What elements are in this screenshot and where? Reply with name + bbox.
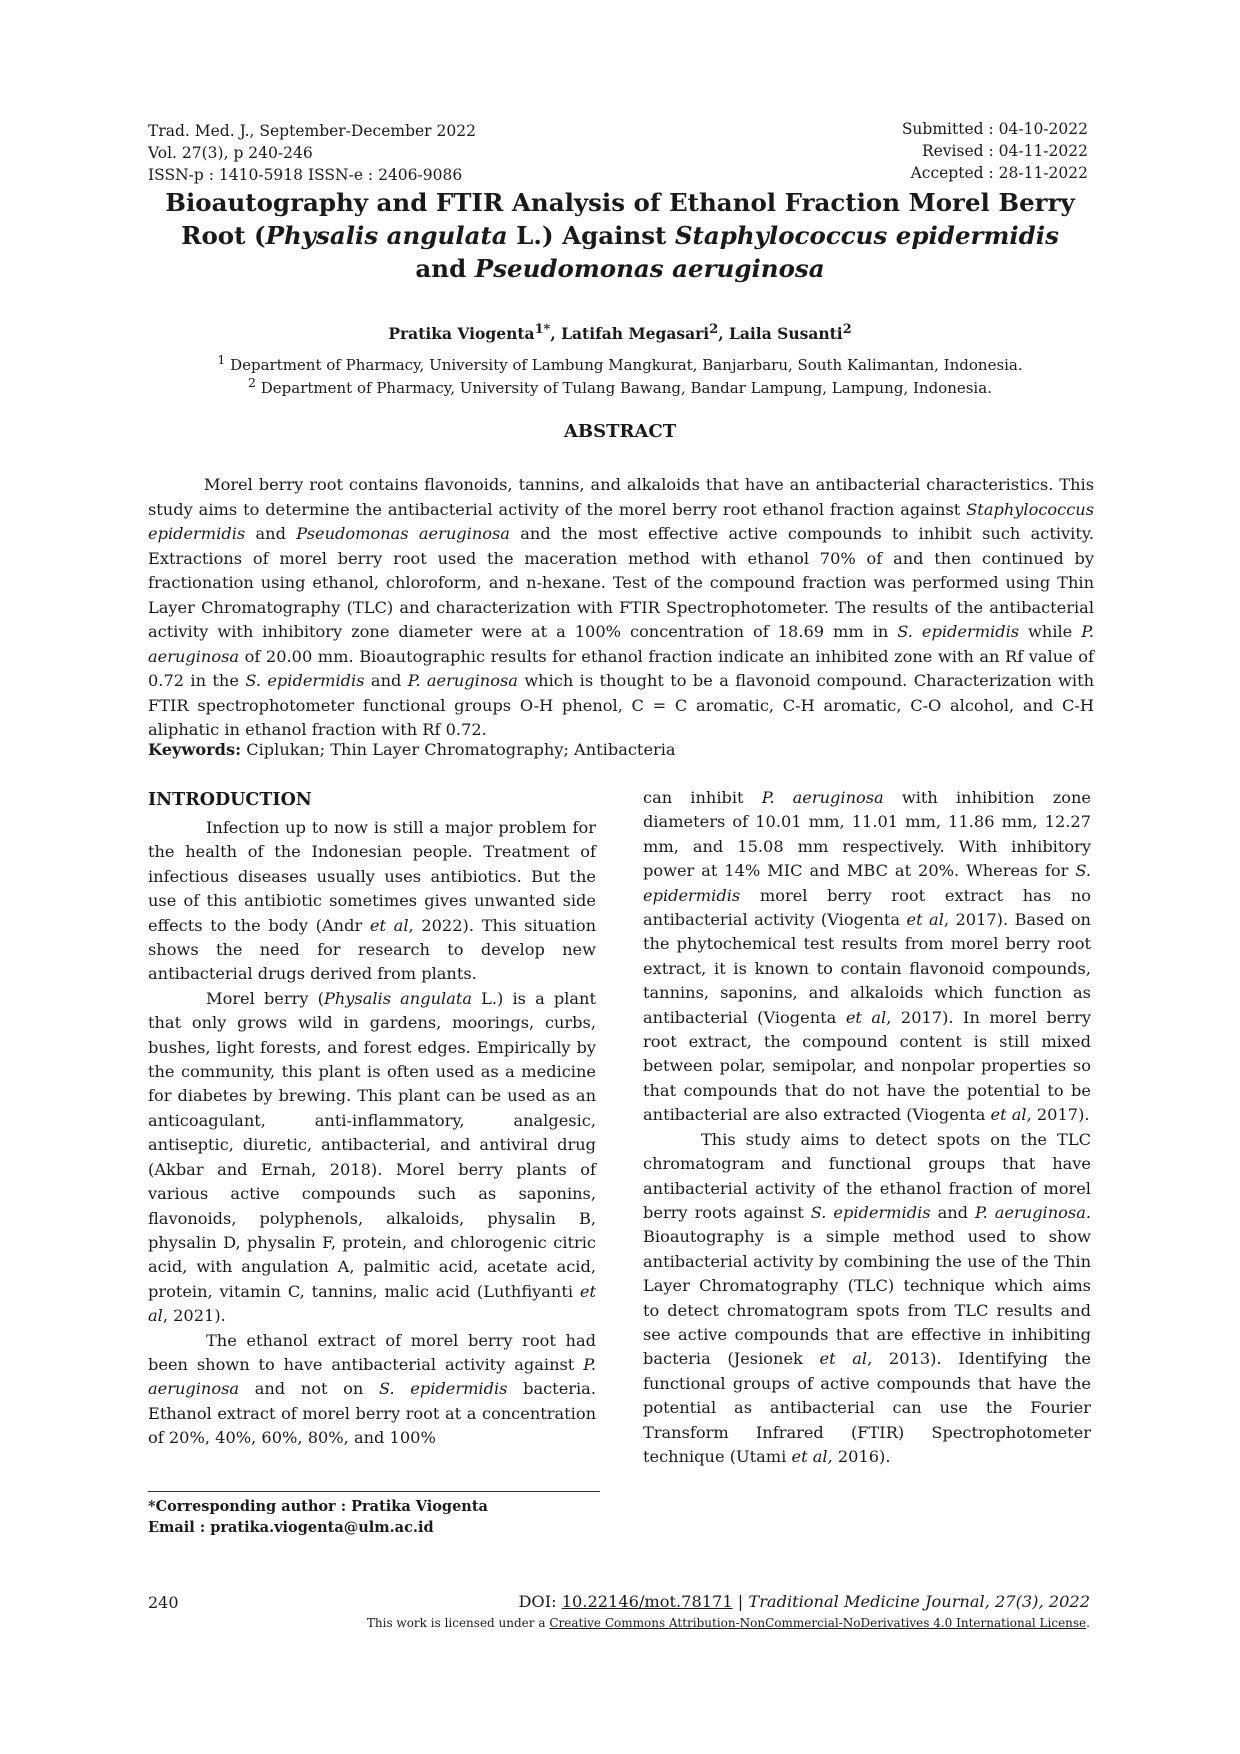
corresponding-author: *Corresponding author : Pratika Viogenta — [148, 1498, 488, 1515]
body-text: can inhibit — [643, 788, 762, 807]
abstract-text: while — [1019, 622, 1082, 641]
author-affil-mark: 2 — [842, 322, 852, 337]
title-text: L.) Against — [507, 221, 675, 250]
journal-name: Trad. Med. J., September-December 2022 — [148, 122, 476, 140]
author-name: , Laila Susanti — [718, 324, 843, 344]
page-number: 240 — [148, 1593, 179, 1612]
intro-paragraph-1 — [148, 816, 596, 987]
body-text: and not on — [239, 1379, 379, 1399]
species-name: Pseudomonas aeruginosa — [296, 524, 510, 543]
abstract-paragraph — [148, 473, 1094, 743]
title-text: and — [415, 254, 475, 283]
body-text: The ethanol extract of morel berry root had been shown to have antibacterial activity against — [148, 1330, 596, 1374]
species-name: S. epidermidis — [897, 622, 1020, 641]
intro-paragraph-3-continued — [643, 786, 1091, 1128]
journal-volume: Vol. 27(3), p 240-246 — [148, 144, 313, 162]
title-line-2 — [150, 219, 1090, 252]
body-text: L.) is a plant that only grows wild in gardens, moorings, curbs, bushes, light forests, and forest edges. Empirically by the community, this plant is often used as a medicine for diabetes by brewing. This plant can be used as an anticoagulant, anti-inflammatory, analgesic, antiseptic, diuretic, antibacterial, and antiviral drug (Akbar and Ernah, 2018). Morel berry plants of various active compounds such as saponins, flavonoids, polyphenols, alkaloids, physalin B, physalin D, physalin F, protein, and chlorogenic citric acid, with angulation A, palmitic acid, acetate acid, protein, vitamin C, tannins, malic acid (Luthfiyanti — [148, 988, 596, 1301]
citation-etal: et al, — [791, 1446, 833, 1466]
citation-etal: et al — [369, 915, 409, 935]
journal-reference: Traditional Medicine Journal, 27(3), 2022 — [748, 1592, 1090, 1611]
body-text: , 2017). — [1026, 1105, 1090, 1125]
species-name: P. aeruginosa — [148, 1354, 596, 1399]
citation-etal: et al — [148, 1281, 596, 1326]
affil-text: Department of Pharmacy, University of Tulang Bawang, Bandar Lampung, Lampung, Indonesia. — [256, 379, 992, 397]
paper-title — [150, 186, 1090, 285]
journal-header — [148, 120, 476, 186]
affil-mark: 1 — [217, 352, 226, 367]
body-text: Infection up to now is still a major problem for the health of the Indonesian people. Treatment of infectious diseases usually uses antibiotics. But the use of this antibiotic sometimes gives unwanted side effects to the body (Andr — [148, 818, 596, 935]
author-affil-mark: 2 — [709, 322, 719, 337]
author-email: Email : pratika.viogenta@ulm.ac.id — [148, 1519, 434, 1536]
species-name: P. aeruginosa — [761, 788, 884, 807]
author-list — [150, 322, 1090, 343]
footnote-divider — [148, 1491, 600, 1492]
license-link[interactable]: Creative Commons Attribution-NonCommercial-NoDerivatives 4.0 International License — [549, 1616, 1087, 1630]
submitted-date: Submitted : 04-10-2022 — [901, 120, 1088, 138]
abstract-text: Morel berry root contains flavonoids, tannins, and alkaloids that have an antibacterial characteristics. This study aims to determine the antibacterial activity of the morel berry root ethanol fraction against — [148, 475, 1094, 519]
corresponding-author-footnote — [148, 1496, 488, 1538]
intro-paragraph-2 — [148, 987, 596, 1329]
title-text: Root ( — [181, 221, 266, 250]
title-species: Staphylococcus epidermidis — [674, 221, 1059, 250]
keywords-text: Ciplukan; Thin Layer Chromatography; Antibacteria — [241, 740, 676, 759]
body-text: , 2022). This situation shows the need for research to develop new antibacterial drugs derived from plants. — [148, 915, 596, 984]
body-text: Bioautography is a simple method used to show antibacterial activity by combining the use of the Thin Layer Chromatography (TLC) technique which aims to detect chromatogram spots from TLC results and see active compounds that are effective in inhibiting bacteria (Jesionek — [643, 1227, 1091, 1369]
body-text: and — [930, 1202, 976, 1222]
doi-separator: | — [732, 1592, 749, 1611]
body-text: bacteria. Ethanol extract of morel berry root at a concentration of 20%, 40%, 60%, 80%, and 100% — [148, 1379, 596, 1448]
keywords — [148, 738, 1094, 762]
species-name: P. aeruginosa — [148, 622, 1094, 666]
doi-line — [518, 1592, 1090, 1611]
species-name: P. aeruginosa. — [975, 1202, 1092, 1222]
body-text: , 2021). — [162, 1306, 226, 1326]
body-text: , 2017). Based on the phytochemical test results from morel berry root extract, it is known to contain flavonoid compounds, tannins, saponins, and alkaloids which function as antibacterial (Viogenta — [643, 910, 1091, 1027]
intro-paragraph-3 — [148, 1329, 596, 1451]
title-species: Physalis angulata — [265, 221, 508, 250]
abstract-text: and the most effective active compounds to inhibit such activity. Extractions of morel berry root used the maceration method with ethanol 70% of and then continued by fractionation using ethanol, chloroform, and n-hexane. Test of the compound fraction was performed using Thin Layer Chromatography (TLC) and characterization with FTIR Spectrophotometer. The results of the antibacterial activity with inhibitory zone diameter were at a 100% concentration of 18.69 mm in — [148, 524, 1094, 641]
abstract-text: and — [364, 671, 408, 690]
abstract-text: which is thought to be a flavonoid compound. Characterization with FTIR spectrophotometer functional groups O-H phenol, C = C aromatic, C-H aromatic, C-O alcohol, and C-H aliphatic in ethanol fraction with Rf 0.72. — [148, 671, 1095, 739]
species-name: S. epidermidis — [810, 1202, 931, 1222]
keywords-label: Keywords: — [148, 740, 242, 759]
title-line-3 — [150, 252, 1090, 285]
affil-mark: 2 — [248, 375, 256, 390]
right-column — [643, 786, 1091, 1469]
affil-text: Department of Pharmacy, University of Lambung Mangkurat, Banjarbaru, South Kalimantan, Indonesia. — [225, 356, 1023, 374]
citation-etal: et al — [906, 910, 944, 930]
species-name: Staphylococcus epidermidis — [148, 499, 1094, 543]
intro-paragraph-4 — [643, 1128, 1091, 1470]
introduction-heading: INTRODUCTION — [148, 790, 312, 810]
body-text: Morel berry ( — [206, 988, 324, 1008]
left-column — [148, 816, 596, 1451]
species-name: S. epidermidis — [643, 861, 1091, 905]
title-line-1: Bioautography and FTIR Analysis of Ethanol Fraction Morel Berry — [165, 188, 1075, 217]
body-text: 2016). — [832, 1446, 891, 1466]
author-name: Pratika Viogenta — [388, 324, 535, 344]
body-text: morel berry root extract has no antibacterial activity (Viogenta — [643, 885, 1091, 930]
author-name: , Latifah Megasari — [550, 324, 710, 344]
citation-etal: et al — [819, 1349, 868, 1369]
accepted-date: Accepted : 28-11-2022 — [910, 164, 1088, 182]
body-text: , 2017). In morel berry root extract, the compound content is still mixed between polar, semipolar, and nonpolar properties so that compounds that do not have the potential to be antibacterial are also extracted (Viogenta — [643, 1007, 1092, 1125]
doi-label: DOI: — [518, 1592, 562, 1611]
abstract-heading: ABSTRACT — [563, 421, 677, 442]
species-name: S. epidermidis — [378, 1379, 508, 1399]
title-species: Pseudomonas aeruginosa — [474, 254, 825, 283]
author-affil-mark: 1* — [534, 322, 551, 337]
journal-issn: ISSN-p : 1410-5918 ISSN-e : 2406-9086 — [148, 166, 463, 184]
abstract-body — [148, 473, 1094, 743]
submission-dates — [902, 118, 1088, 184]
body-text: with inhibition zone diameters of 10.01 mm, 11.01 mm, 11.86 mm, 12.27 mm, and 15.08 mm respectively. With inhibitory power at 14% MIC and MBC at 20%. Whereas for — [643, 788, 1092, 881]
body-text: This study aims to detect spots on the TLC chromatogram and functional groups that have antibacterial activity of the ethanol fraction of morel berry roots against — [643, 1129, 1091, 1222]
species-name: Physalis angulata — [323, 988, 473, 1008]
doi-link[interactable]: 10.22146/mot.78171 — [561, 1592, 733, 1611]
abstract-text: of 20.00 mm. Bioautographic results for ethanol fraction indicate an inhibited zone with an Rf value of 0.72 in the — [148, 646, 1094, 690]
license-line — [367, 1616, 1090, 1630]
abstract-text: and — [245, 524, 297, 543]
species-name: S. epidermidis — [245, 671, 365, 690]
license-text: This work is licensed under a — [366, 1616, 550, 1630]
citation-etal: et al — [990, 1105, 1027, 1125]
body-text: , 2013). Identifying the functional groups of active compounds that have the potential as antibacterial can use the Fourier Transform Infrared (FTIR) Spectrophotometer technique (Utami — [643, 1349, 1091, 1466]
species-name: P. aeruginosa — [407, 671, 518, 690]
affiliation-2 — [150, 372, 1090, 399]
license-text: . — [1086, 1616, 1090, 1630]
revised-date: Revised : 04-11-2022 — [921, 142, 1088, 160]
citation-etal: et al — [845, 1007, 887, 1027]
